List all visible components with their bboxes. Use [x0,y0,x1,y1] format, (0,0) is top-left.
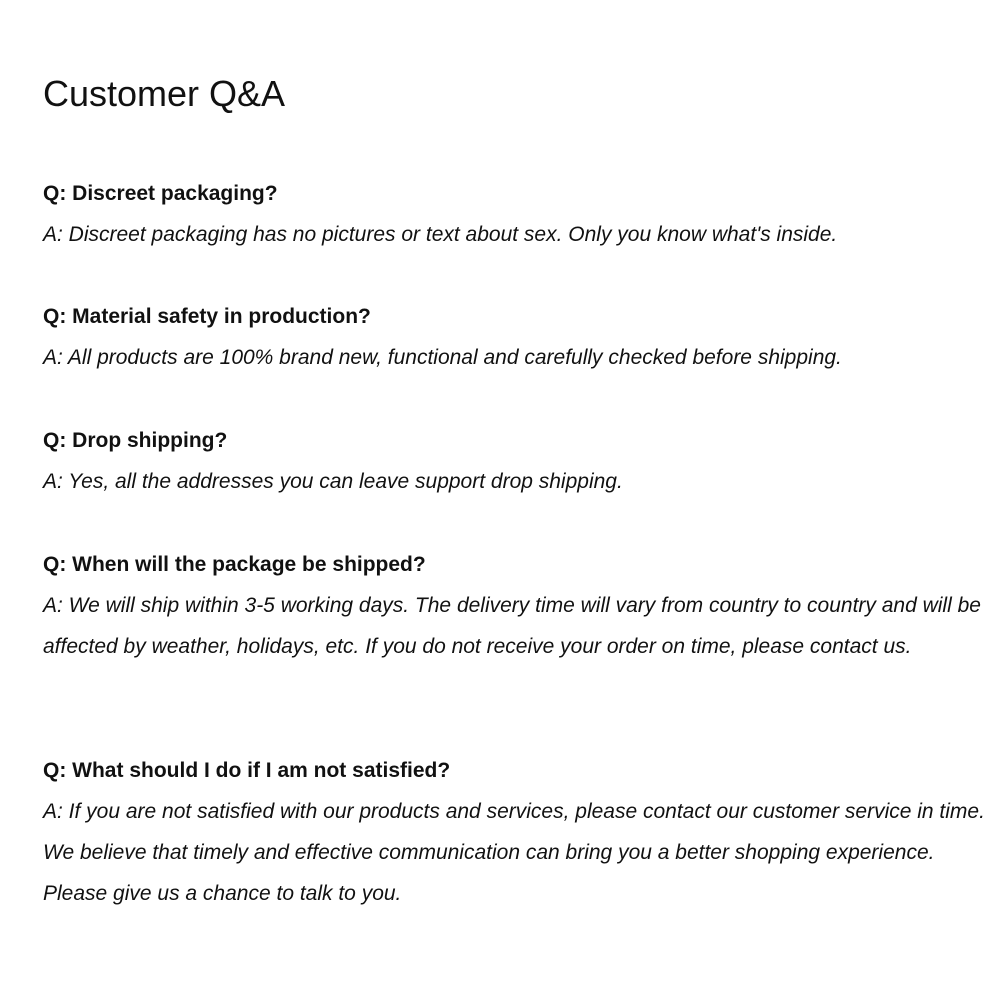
faq-answer: A: Yes, all the addresses you can leave support drop shipping. [43,470,623,493]
faq-question: Q: Material safety in production? [43,305,371,328]
faq-answer: A: Discreet packaging has no pictures or text about sex. Only you know what's inside. [43,223,838,246]
faq-answer: A: All products are 100% brand new, functional and carefully checked before shipping. [43,346,842,369]
faq-item-not-satisfied [43,750,988,914]
faq-item-discreet-packaging [43,173,988,255]
faq-answer: A: We will ship within 3-5 working days. The delivery time will vary from country to country and will be affected by weather, holidays, etc. If you do not receive your order on time, please contact us. [43,594,981,658]
faq-question: Q: What should I do if I am not satisfied? [43,759,451,782]
faq-question: Q: Discreet packaging? [43,182,278,205]
faq-question: Q: Drop shipping? [43,429,228,452]
faq-item-drop-shipping [43,420,988,502]
faq-item-material-safety [43,296,988,378]
faq-item-shipping-time [43,544,988,667]
faq-question: Q: When will the package be shipped? [43,553,426,576]
faq-answer: A: If you are not satisfied with our products and services, please contact our customer service in time. We believe that timely and effective communication can bring you a better shopping experience. Please give us a chance to talk to you. [43,800,985,905]
page-title: Customer Q&A [43,73,286,114]
